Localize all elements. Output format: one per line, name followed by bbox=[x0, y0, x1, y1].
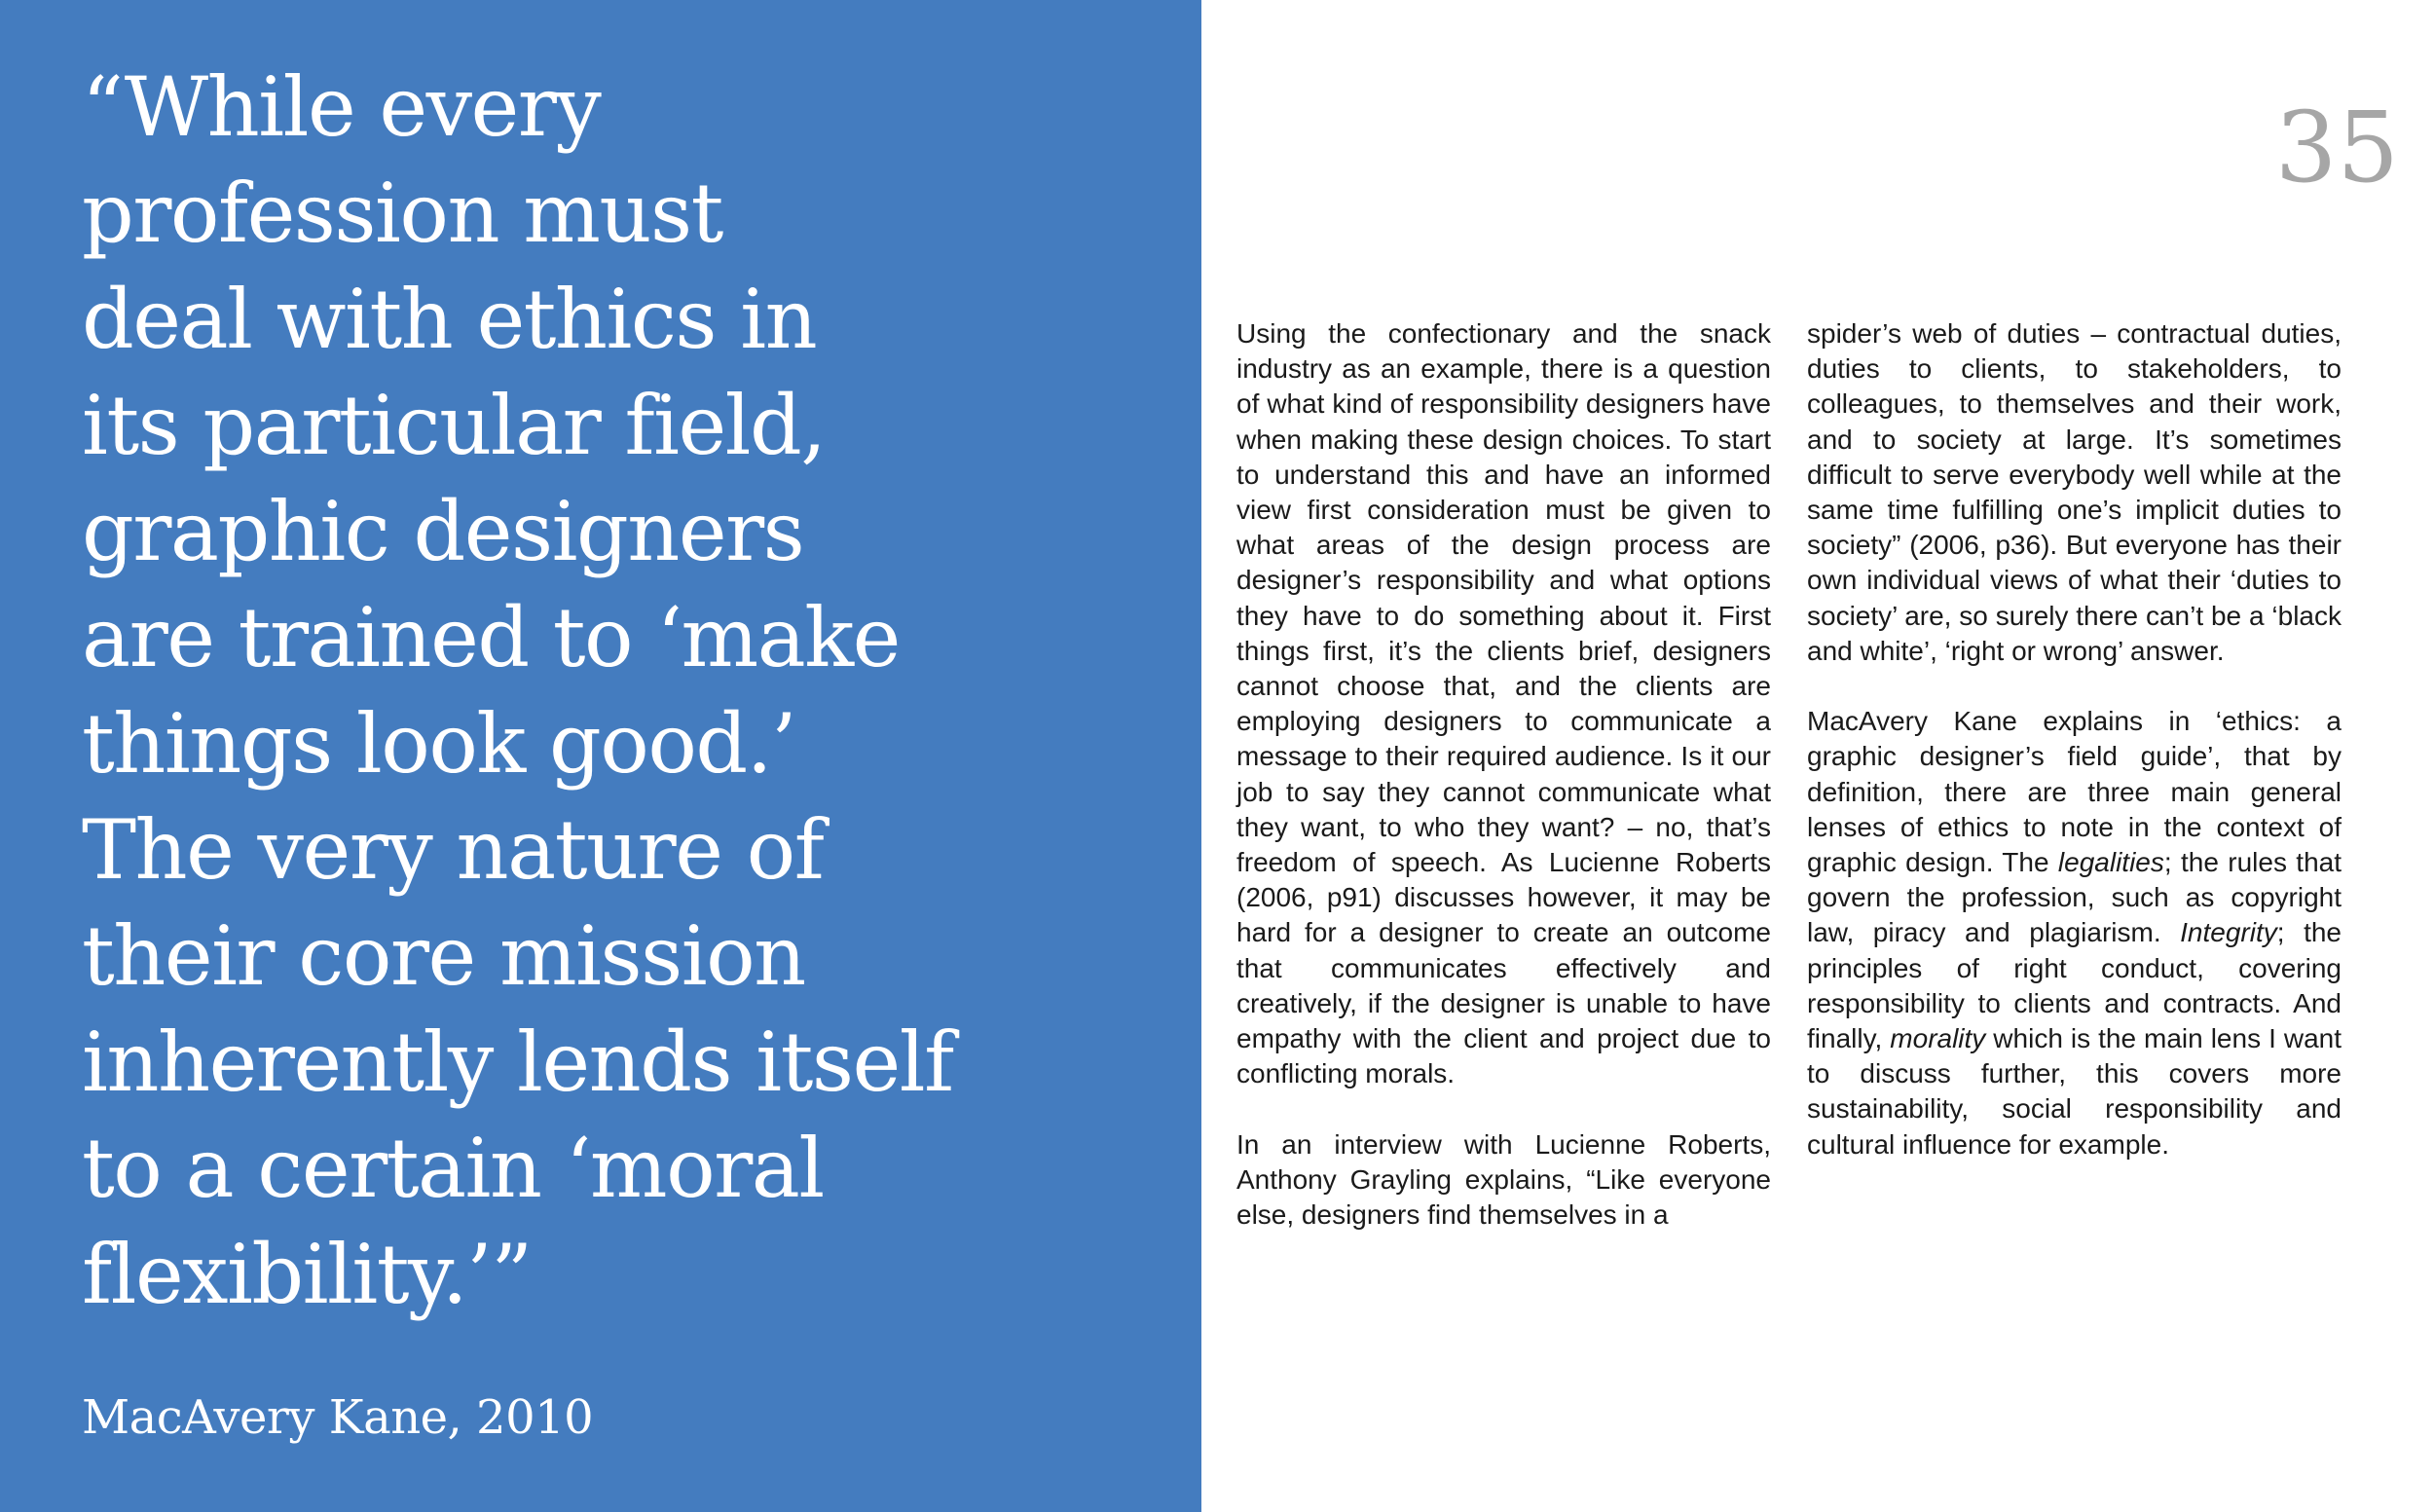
body-paragraph bbox=[1807, 704, 2342, 1162]
text-run: which is the main lens I want to discuss further, this covers more sustainability, social responsibility and cultural influence for example. bbox=[1807, 1023, 2342, 1160]
emphasis-legalities: legalities bbox=[2057, 847, 2164, 878]
emphasis-integrity: Integrity bbox=[2180, 917, 2277, 948]
quote-panel bbox=[0, 0, 1201, 1512]
emphasis-morality: morality bbox=[1890, 1023, 1986, 1054]
text-run: ; the rules that govern the profession, such as copyright law, piracy and plagiarism. bbox=[1807, 847, 2342, 948]
text-run: ; the principles of right conduct, covering responsibility to clients and contracts. And finally, bbox=[1807, 917, 2342, 1054]
pull-quote-line: their core mission bbox=[82, 908, 805, 1004]
pull-quote-line: its particular field, bbox=[82, 378, 826, 473]
pull-quote-line: profession must bbox=[82, 166, 722, 261]
body-column-left bbox=[1236, 316, 1771, 1268]
pull-quote-line: The very nature of bbox=[82, 802, 824, 898]
pull-quote bbox=[82, 55, 1172, 1328]
pull-quote-line: graphic designers bbox=[82, 484, 804, 579]
pull-quote-line: are trained to ‘make bbox=[82, 590, 900, 685]
pull-quote-line: things look good.’ bbox=[82, 696, 796, 792]
pull-quote-line: “While every bbox=[82, 59, 601, 155]
pull-quote-line: inherently lends itself bbox=[82, 1014, 953, 1110]
pull-quote-line: to a certain ‘moral bbox=[82, 1121, 824, 1216]
pull-quote-line: flexibility.’” bbox=[82, 1227, 532, 1322]
pull-quote-line: deal with ethics in bbox=[82, 272, 817, 367]
body-paragraph: spider’s web of duties – contractual duties, duties to clients, to stakeholders, to colleagues, to themselves and their work, and to society at large. It’s sometimes difficult to serve everybody well while at the same time fulfilling one’s implicit duties to society” (2006, p36). But everyone has their own individual views of what their ‘duties to society’ are, so surely there can’t be a ‘black and white’, ‘right or wrong’ answer. bbox=[1807, 318, 2342, 666]
quote-attribution: MacAvery Kane, 2010 bbox=[82, 1390, 594, 1445]
text-run: MacAvery Kane explains in ‘ethics: a graphic designer’s field guide’, that by definition, there are three main general lenses of ethics to note in the context of graphic design. The bbox=[1807, 706, 2342, 878]
body-column-right bbox=[1807, 316, 2342, 1198]
page-number: 35 bbox=[2274, 91, 2399, 204]
body-paragraph: Using the confectionary and the snack industry as an example, there is a question of what kind of responsibility designers have when making these design choices. To start to understand this and have an informed view first consideration must be given to what areas of the design process are designer’s responsibility and what options they have to do something about it. First things first, it’s the clients brief, designers cannot choose that, and the clients are employing designers to communicate a message to their required audience. Is it our job to say they cannot communicate what they want, to who they want? – no, that’s freedom of speech. As Lucienne Roberts (2006, p91) discusses however, it may be hard for a designer to create an outcome that communicates effectively and creatively, if the designer is unable to have empathy with the client and project due to conflicting morals. bbox=[1236, 318, 1771, 1089]
body-paragraph: In an interview with Lucienne Roberts, Anthony Grayling explains, “Like everyone else, designers find themselves in a bbox=[1236, 1128, 1771, 1231]
